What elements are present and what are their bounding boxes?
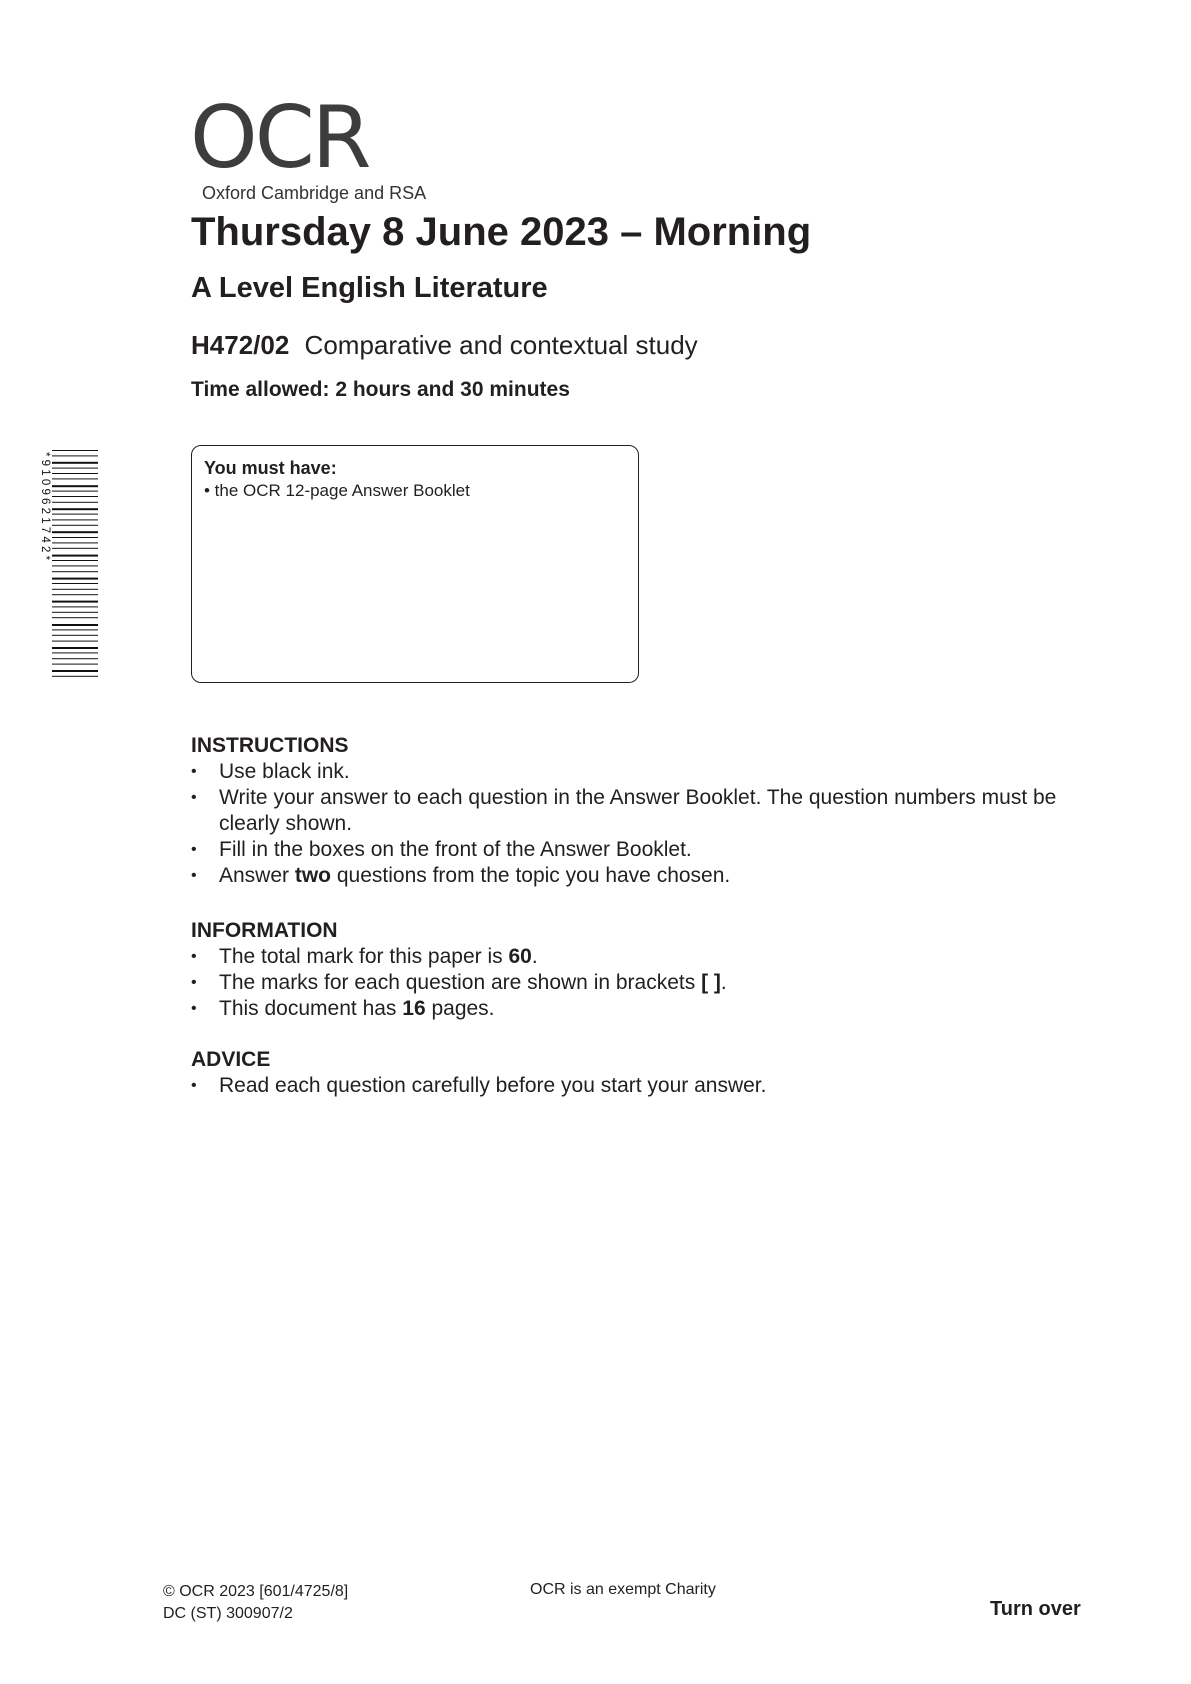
information-section [191,918,1091,1022]
time-allowed: Time allowed: 2 hours and 30 minutes [191,378,570,401]
text-run: Answer [219,864,295,887]
text-run: . [720,971,727,994]
paper-code: H472/02 [191,330,290,360]
text-run: This document has [219,997,403,1020]
must-have-title: You must have: [204,458,337,478]
list-item: • Use black ink. [191,759,1091,785]
emphasis: 16 [402,997,426,1020]
instructions-section [191,733,1091,889]
text-run: pages. [425,997,495,1020]
text-run: questions from the topic you have chosen. [331,864,731,887]
emphasis: 60 [508,945,532,968]
turn-over-label: Turn over [990,1598,1081,1620]
footer-copyright: © OCR 2023 [601/4725/8] [163,1583,349,1600]
barcode-text: * 9 1 0 9 6 2 1 7 4 2 * [39,452,51,561]
text-run: The marks for each question are shown in brackets [219,971,702,994]
footer-charity: OCR is an exempt Charity [530,1581,716,1598]
footer-left [163,1581,348,1625]
list-item: • Read each question carefully before you start your answer. [191,1073,1091,1099]
paper-code-line [191,330,698,361]
advice-section [191,1047,1091,1099]
instructions-list [191,759,1091,889]
ocr-logo [190,88,427,204]
advice-list [191,1073,1091,1099]
emphasis: [ ] [701,971,721,994]
exam-date-session: Thursday 8 June 2023 – Morning [191,210,812,254]
list-item [191,863,1091,889]
paper-title: Comparative and contextual study [304,330,698,360]
list-item: • Write your answer to each question in the Answer Booklet. The question numbers must be clearly shown. [191,785,1091,837]
advice-title: ADVICE [191,1048,271,1071]
footer-ref: DC (ST) 300907/2 [163,1605,293,1622]
list-item [191,970,1091,996]
list-item [191,944,1091,970]
logo-wordmark: OCR [190,88,369,188]
emphasis: two [294,864,332,887]
must-have-box [191,445,639,683]
list-item [191,996,1091,1022]
instructions-title: INSTRUCTIONS [191,734,349,757]
information-title: INFORMATION [191,919,338,942]
text-run: . [531,945,538,968]
logo-tagline: Oxford Cambridge and RSA [202,183,427,203]
list-item: • Fill in the boxes on the front of the Answer Booklet. [191,837,1091,863]
information-list [191,944,1091,1022]
exam-subject: A Level English Literature [191,272,548,304]
text-run: The total mark for this paper is [219,945,509,968]
must-have-item: • the OCR 12-page Answer Booklet [204,481,470,500]
barcode [30,450,100,682]
